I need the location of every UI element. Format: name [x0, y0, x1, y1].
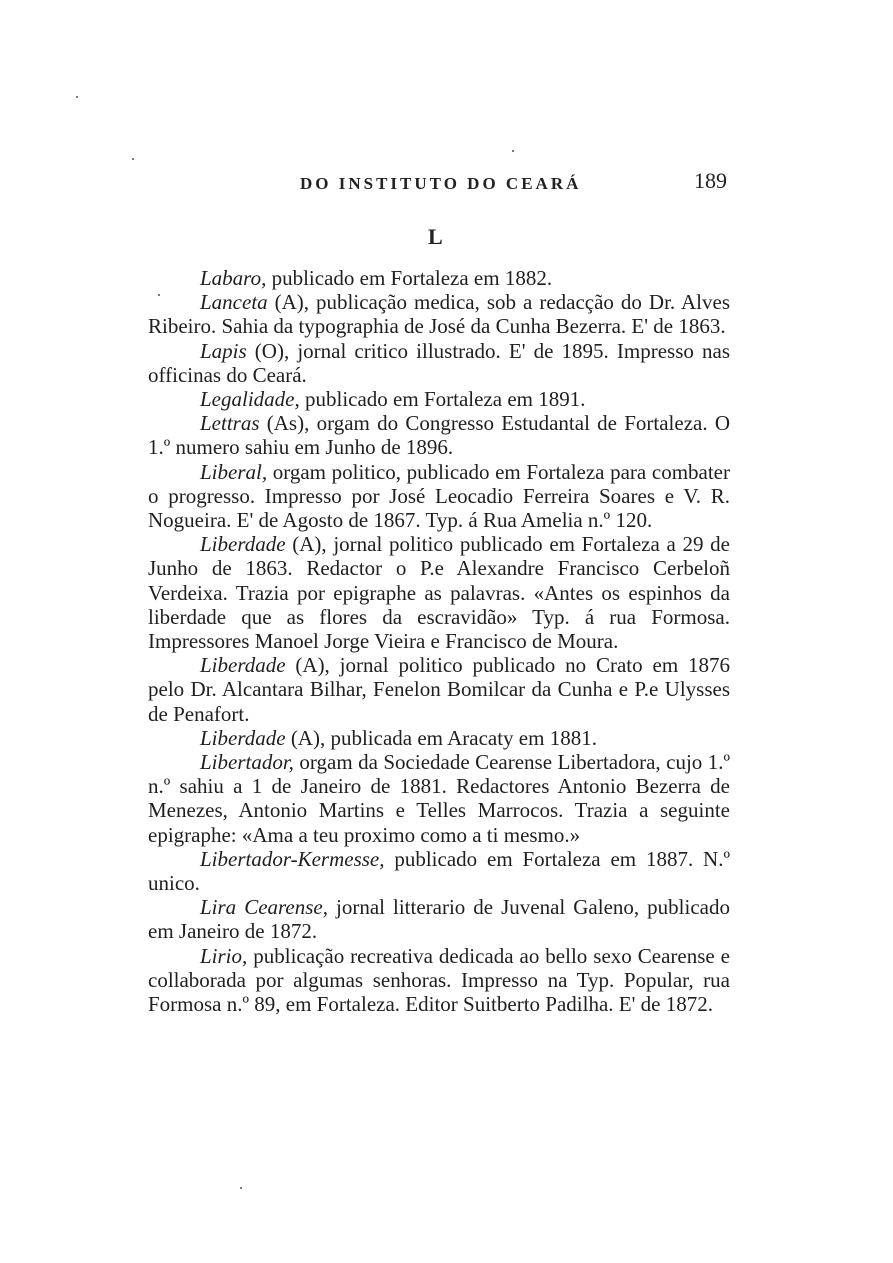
entry-title: Liberdade [200, 532, 286, 557]
entry-text: orgam politico, publicado em Fortaleza para combater o progresso. Impresso por José Leocadio Ferreira Soares e V. R. Nogueira. E' de Agosto de 1867. Typ. á Rua Amelia n.º 120. [148, 459, 730, 533]
entry-liberal [148, 460, 730, 533]
scan-speck [240, 1187, 242, 1189]
entry-title: Lirio, [200, 943, 248, 968]
entry-text: jornal litterario de Juvenal Galeno, publicado em Janeiro de 1872. [148, 895, 730, 944]
running-head: DO INSTITUTO DO CEARÁ [300, 174, 582, 193]
entry-title: Labaro, [200, 266, 267, 290]
section-letter: L [428, 224, 443, 249]
entry-title: Liberdade [200, 725, 286, 750]
entry-list [148, 266, 730, 1016]
entry-text: (A), publicação medica, sob a redacção do Dr. Alves Ribeiro. Sahia da typographia de José da Cunha Bezerra. E' de 1863. [148, 290, 730, 339]
entry-title: Libertador, [200, 750, 294, 775]
entry-text: (As), orgam do Congresso Estudantal de Fortaleza. O 1.º numero sahiu em Junho de 1896. [148, 411, 730, 460]
entry-liberdade-aracaty [148, 726, 730, 750]
entry-title: Lapis [200, 338, 247, 363]
scan-speck [132, 158, 134, 160]
entry-legalidade [148, 387, 730, 411]
entry-text: publicado em Fortaleza em 1891. [299, 387, 586, 412]
entry-lanceta [148, 290, 730, 338]
entry-title: Lettras [200, 411, 260, 436]
entry-liberdade-crato [148, 653, 730, 726]
entry-text: publicado em Fortaleza em 1887. N.º unico. [148, 846, 730, 896]
entry-text: (A), jornal politico publicado no Crato em 1876 pelo Dr. Alcantara Bilhar, Fenelon Bomilcar da Cunha e P.e Ulysses de Penafort. [148, 653, 730, 726]
entry-text: publicado em Fortaleza em 1882. [266, 266, 553, 290]
entry-title: Lira Cearense, [200, 895, 328, 920]
scan-speck [76, 96, 78, 98]
entry-text: publicação recreativa dedicada ao bello sexo Cearense e collaborada por algumas senhoras. Impresso na Typ. Popular, rua Formosa n.º 89, em Fortaleza. Editor Suitberto Padilha. E' de 1872. [148, 943, 730, 1017]
scan-speck [158, 294, 160, 296]
entry-title: Liberdade [200, 653, 286, 678]
entry-lapis [148, 339, 730, 387]
entry-lirio [148, 944, 730, 1017]
entry-lira-cearense [148, 895, 730, 943]
entry-liberdade-fortaleza [148, 532, 730, 653]
entry-text: (O), jornal critico illustrado. E' de 1895. Impresso nas officinas do Ceará. [148, 338, 730, 387]
entry-labaro [148, 266, 730, 290]
entry-text: (A), publicada em Aracaty em 1881. [285, 725, 597, 750]
entry-title: Liberal, [200, 459, 268, 484]
scan-speck [512, 150, 514, 152]
entry-title: Lanceta [200, 290, 268, 315]
page-number: 189 [694, 168, 727, 193]
entry-libertador-kermesse [148, 847, 730, 895]
entry-title: Libertador-Kermesse, [200, 846, 385, 871]
entry-title: Legalidade, [200, 387, 300, 412]
entry-lettras [148, 411, 730, 459]
entry-libertador [148, 750, 730, 847]
entry-text: orgam da Sociedade Cearense Libertadora, cujo 1.º n.º sahiu a 1 de Janeiro de 1881. Redactores Antonio Bezerra de Menezes, Antonio Martins e Telles Marrocos. Trazia a seguinte epigraphe: «Ama a teu proximo como a ti mesmo.» [148, 750, 730, 847]
entry-text: (A), jornal politico publicado em Fortaleza a 29 de Junho de 1863. Redactor o P.e Alexandre Francisco Cerbeloñ Verdeixa. Trazia por epigraphe as palavras. «Antes os espinhos da liberdade que as flores da escravidão» Typ. á rua Formosa. Impressores Manoel Jorge Vieira e Francisco de Moura. [148, 532, 730, 654]
